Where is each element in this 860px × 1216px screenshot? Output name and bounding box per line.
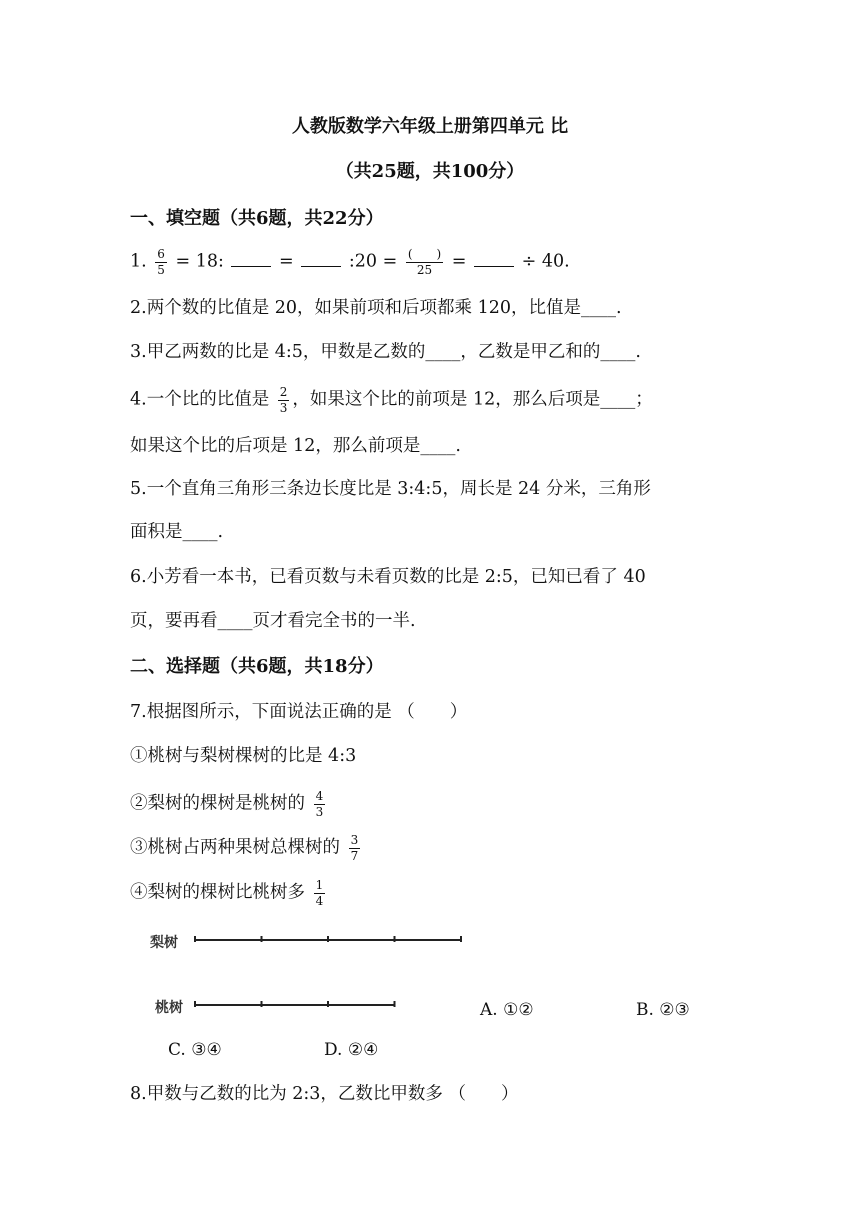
option-d[interactable]: D. ②④ xyxy=(324,1040,379,1060)
q7-s2-text: ②梨树的棵树是桃树的 xyxy=(130,793,305,814)
q1-frac-den: 5 xyxy=(157,262,165,277)
q4-frac-den: 3 xyxy=(279,400,288,415)
option-c[interactable]: C. ③④ xyxy=(168,1040,222,1060)
question-6-line-1: 6.小芳看一本书，已看页数与未看页数的比是 2:5，已知已看了 40 xyxy=(130,567,646,587)
q1-part2: :20 = xyxy=(348,251,398,272)
question-6-line-2: 页，要再看____页才看完全书的一半. xyxy=(130,611,416,631)
label-peach: 桃树 xyxy=(155,1000,183,1016)
question-7-stem: 7.根据图所示，下面说法正确的是 （ ） xyxy=(130,702,468,722)
q7-s4-text: ④梨树的棵树比桃树多 xyxy=(130,882,305,903)
q1-number: 1. xyxy=(130,251,147,272)
q1-paren[interactable]: ( ) xyxy=(407,247,442,261)
q1-part1: = 18: xyxy=(175,251,224,272)
q7-s4-den: 4 xyxy=(315,893,324,908)
q1-eq1: = xyxy=(279,251,294,272)
question-8: 8.甲数与乙数的比为 2:3，乙数比甲数多 （ ） xyxy=(130,1084,519,1104)
option-a[interactable]: A. ①② xyxy=(480,1000,534,1020)
q7-s3-den: 7 xyxy=(350,848,359,863)
section-heading-fill: 一、填空题（共6题，共22分） xyxy=(130,208,384,229)
q1-eq2: = xyxy=(451,251,467,272)
question-2: 2.两个数的比值是 20，如果前项和后项都乘 120，比值是____. xyxy=(130,298,622,318)
question-4-line-2: 如果这个比的后项是 12，那么前项是____. xyxy=(130,436,461,456)
q1-part3: ÷ 40. xyxy=(521,251,570,272)
q7-s2-den: 3 xyxy=(315,804,324,819)
q4-text-b: ，如果这个比的前项是 12，那么后项是____； xyxy=(292,389,653,410)
q1-den-25: 25 xyxy=(416,262,433,277)
q7-s3-num: 3 xyxy=(350,833,359,847)
q7-s4-num: 1 xyxy=(315,878,324,892)
question-3: 3.甲乙两数的比是 4:5，甲数是乙数的____，乙数是甲乙和的____. xyxy=(130,342,641,362)
pear-bar xyxy=(195,936,461,942)
page-subtitle: （共25题，共100分） xyxy=(335,161,525,182)
q7-s3-text: ③桃树占两种果树总棵树的 xyxy=(130,837,340,858)
question-5-line-2: 面积是____. xyxy=(130,522,224,542)
q4-text-a: 4.一个比的比值是 xyxy=(130,389,270,410)
question-5-line-1: 5.一个直角三角形三条边长度比是 3:4:5，周长是 24 分米，三角形 xyxy=(130,479,651,499)
q4-frac-num: 2 xyxy=(279,385,288,399)
q7-s2-num: 4 xyxy=(315,789,324,803)
option-b[interactable]: B. ②③ xyxy=(636,1000,690,1020)
q7-statement-1: ①桃树与梨树棵树的比是 4:3 xyxy=(130,746,357,766)
label-pear: 梨树 xyxy=(150,935,178,951)
section-heading-choice: 二、选择题（共6题，共18分） xyxy=(130,656,384,677)
peach-bar xyxy=(195,1001,395,1007)
page-title: 人教版数学六年级上册第四单元 比 xyxy=(291,116,569,137)
q1-frac-num: 6 xyxy=(157,247,165,261)
